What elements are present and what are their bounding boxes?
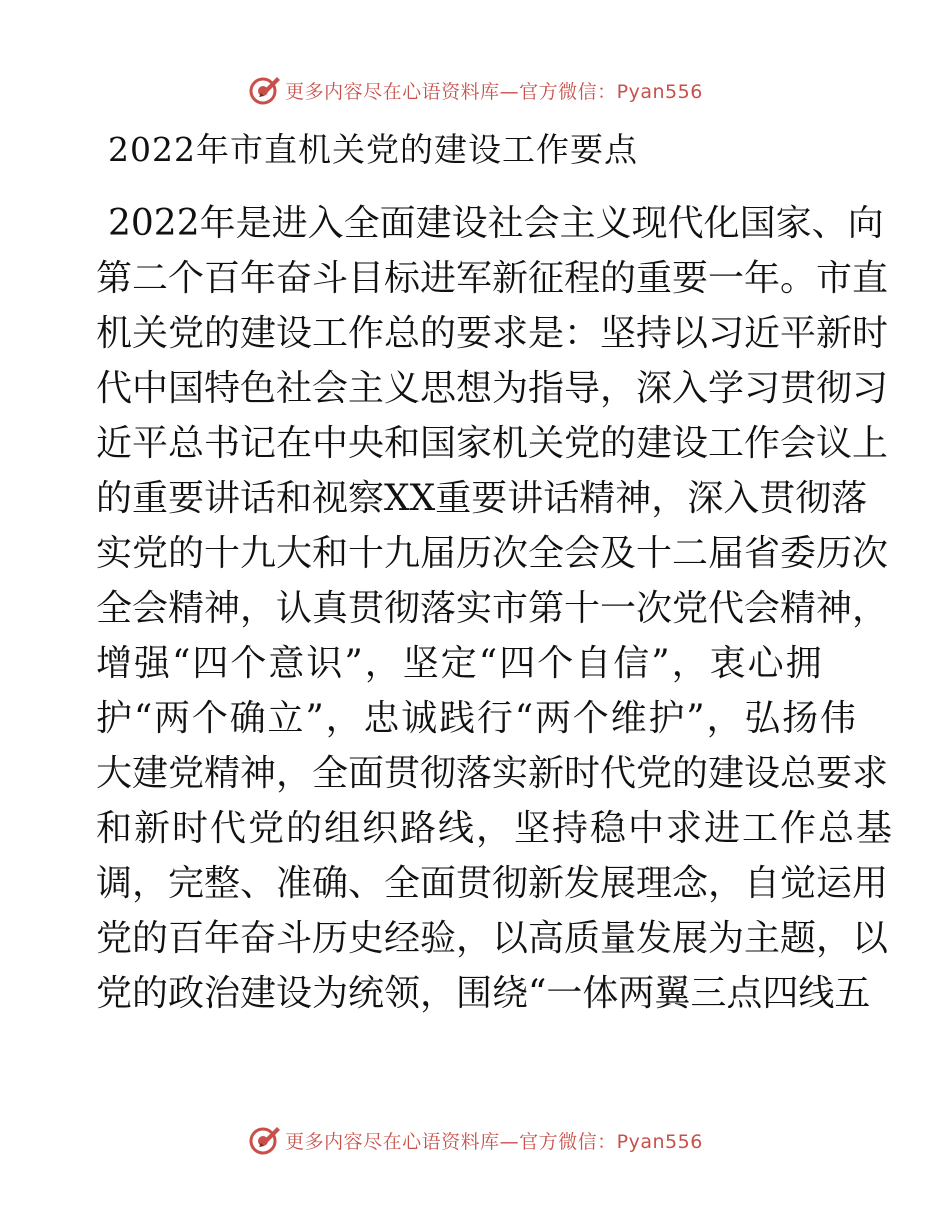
- watermark-text: 更多内容尽在心语资料库—官方微信：Pyan556: [285, 80, 703, 103]
- body-line: 第二个百年奋斗目标进军新征程的重要一年。市直: [96, 258, 889, 299]
- document-title: 2022年市直机关党的建设工作要点: [108, 130, 638, 169]
- body-line: 党的政治建设为统领，围绕“一体两翼三点四线五: [96, 973, 871, 1014]
- body-line: 代中国特色社会主义思想为指导，深入学习贯彻习: [96, 368, 889, 409]
- document-body: [96, 196, 895, 1021]
- body-line: 大建党精神，全面贯彻落实新时代党的建设总要求: [96, 753, 889, 794]
- body-line: 护“两个确立”，忠诚践行“两个维护”，弘扬伟: [96, 698, 856, 739]
- pen-logo-icon: [247, 73, 281, 107]
- body-line: 党的百年奋斗历史经验，以高质量发展为主题，以: [96, 918, 889, 959]
- pen-logo-icon: [247, 1123, 281, 1157]
- body-line: 调，完整、准确、全面贯彻新发展理念，自觉运用: [96, 863, 889, 904]
- body-line: 的重要讲话和视察XX重要讲话精神，深入贯彻落: [96, 478, 868, 519]
- watermark-text: 更多内容尽在心语资料库—官方微信：Pyan556: [285, 1130, 703, 1153]
- body-line: 实党的十九大和十九届历次全会及十二届省委历次: [96, 533, 889, 574]
- body-line: 机关党的建设工作总的要求是：坚持以习近平新时: [96, 313, 889, 354]
- body-line: 2022年是进入全面建设社会主义现代化国家、向: [108, 203, 884, 244]
- footer-watermark: [0, 1120, 950, 1160]
- body-line: 和新时代党的组织路线，坚持稳中求进工作总基: [96, 808, 895, 849]
- body-line: 近平总书记在中央和国家机关党的建设工作会议上: [96, 423, 889, 464]
- body-line: 全会精神，认真贯彻落实市第十一次党代会精神，: [96, 588, 889, 629]
- body-line: 增强“四个意识”，坚定“四个自信”，衷心拥: [96, 643, 824, 684]
- header-watermark: [0, 70, 950, 110]
